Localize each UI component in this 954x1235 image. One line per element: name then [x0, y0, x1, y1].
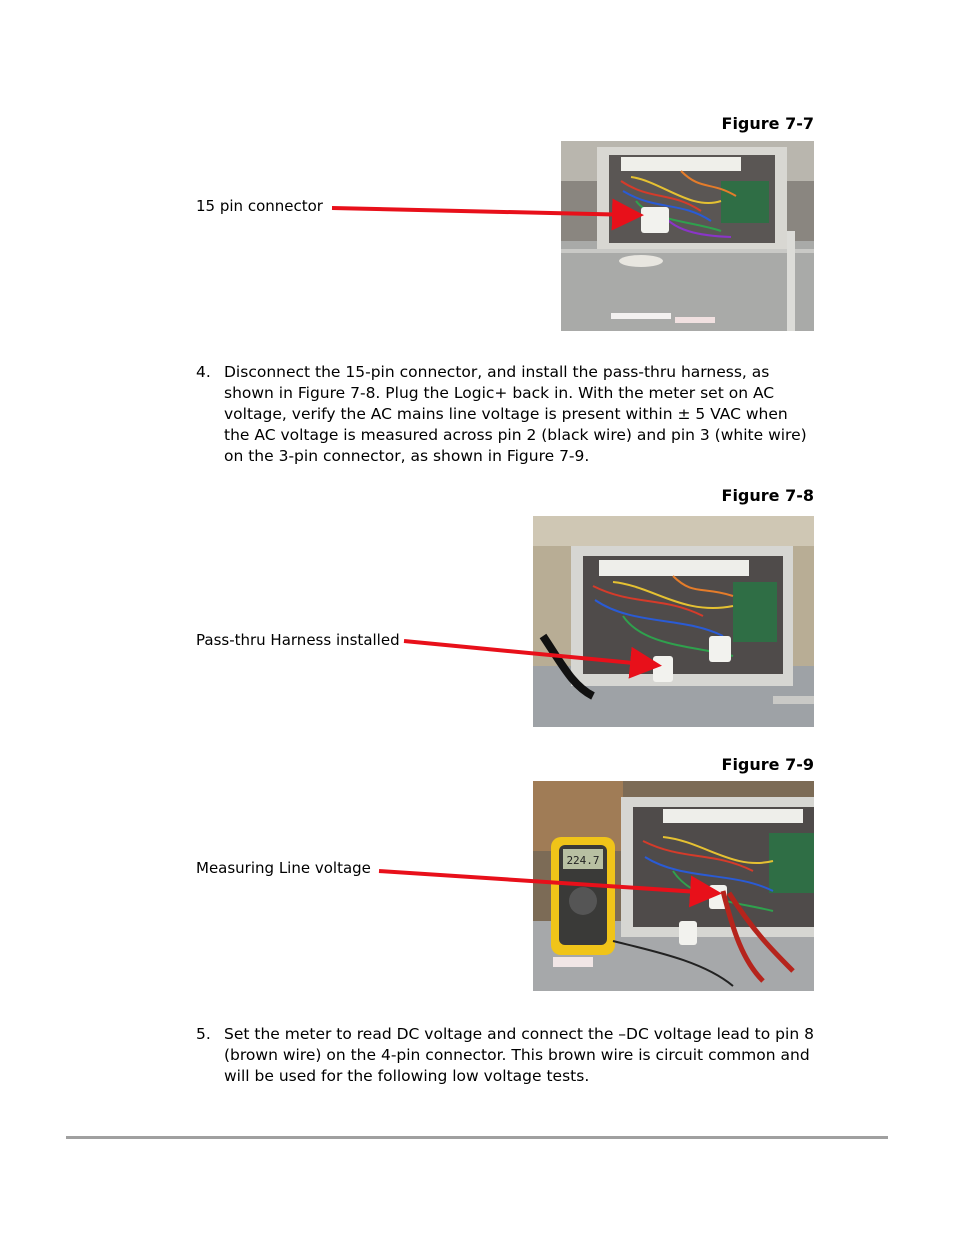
step-4-text: Disconnect the 15-pin connector, and install the pass-thru harness, as shown in Figure 7-8. Plug the Logic+ back in. With the meter set on AC voltage, verify the AC mains line voltage is present within ± 5 VAC when the AC voltage is measured across pin 2 (black wire) and pin 3 (white wire) on the 3-pin connector, as shown in Figure 7-9. [224, 363, 807, 465]
footer-rule [66, 1136, 888, 1139]
photo-figure-7-9 [533, 781, 814, 991]
figure-7-8-title: Figure 7-8 [721, 486, 814, 505]
step-5-text: Set the meter to read DC voltage and connect the –DC voltage lead to pin 8 (brown wire) on the 4-pin connector. This brown wire is circuit common and will be used for the following low voltage tests. [224, 1025, 814, 1085]
photo-figure-7-8 [533, 516, 814, 727]
callout-pass-thru-harness: Pass-thru Harness installed [196, 631, 400, 649]
meter-reading: 224.7 [566, 854, 600, 867]
figure-7-7-title: Figure 7-7 [721, 114, 814, 133]
callout-15-pin-connector: 15 pin connector [196, 197, 323, 215]
photo-figure-7-7 [561, 141, 814, 331]
step-5-number: 5. [196, 1025, 211, 1043]
figure-7-9-title: Figure 7-9 [721, 755, 814, 774]
callout-measuring-line-voltage: Measuring Line voltage [196, 859, 371, 877]
step-4-number: 4. [196, 363, 211, 381]
